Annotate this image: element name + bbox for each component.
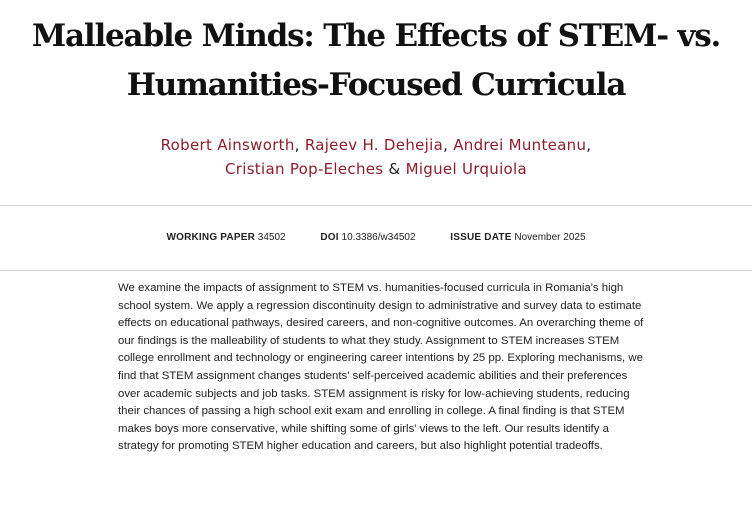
issue-date-label: ISSUE DATE [450, 232, 512, 243]
author-ampersand: & [388, 160, 401, 178]
doi-info [320, 232, 415, 244]
author-link-urquiola[interactable]: Miguel Urquiola [405, 160, 527, 178]
author-link-ainsworth[interactable]: Robert Ainsworth [160, 136, 295, 154]
doi-value: 10.3386/w34502 [341, 232, 416, 243]
author-list [0, 133, 752, 181]
divider-bottom [0, 270, 752, 271]
issue-date-value: November 2025 [514, 232, 586, 243]
author-link-munteanu[interactable]: Andrei Munteanu [453, 136, 587, 154]
author-link-pop-eleches[interactable]: Cristian Pop-Eleches [224, 160, 384, 178]
author-separator: , [443, 136, 449, 154]
paper-title: Malleable Minds: The Effects of STEM- vs. Humanities-Focused Curricula [31, 18, 721, 103]
author-separator: , [294, 136, 300, 154]
issue-date-info [450, 232, 585, 244]
doi-label: DOI [320, 232, 339, 243]
author-link-dehejia[interactable]: Rajeev H. Dehejia [304, 136, 444, 154]
working-paper-number: 34502 [257, 232, 286, 243]
abstract-text: We examine the impacts of assignment to STEM vs. humanities-focused curricula in Romania's high school system. We apply a regression discontinuity design to administrative and survey data to estimate effects on educational pathways, desired careers, and non-cognitive outcomes. An overarching theme of our findings is the malleability of students to what they study. Assignment to STEM increases STEM college enrollment and technology or engineering career intentions by 25 pp. Exploring mechanisms, we find that STEM assignment changes students' self-perceived academic abilities and their preferences over academic subjects and job tasks. STEM assignment is risky for low-achieving students, reducing their chances of passing a high school exit exam and enrolling in college. A final finding is that STEM makes boys more conservative, while shifting some of girls' views to the left. Our results identify a strategy for promoting STEM higher education and careers, but also highlight potential tradeoffs. [118, 282, 644, 453]
paper-metadata [0, 232, 752, 244]
divider-top [0, 205, 752, 206]
working-paper-info [166, 232, 285, 244]
author-separator: , [586, 136, 592, 154]
working-paper-label: WORKING PAPER [166, 232, 255, 243]
